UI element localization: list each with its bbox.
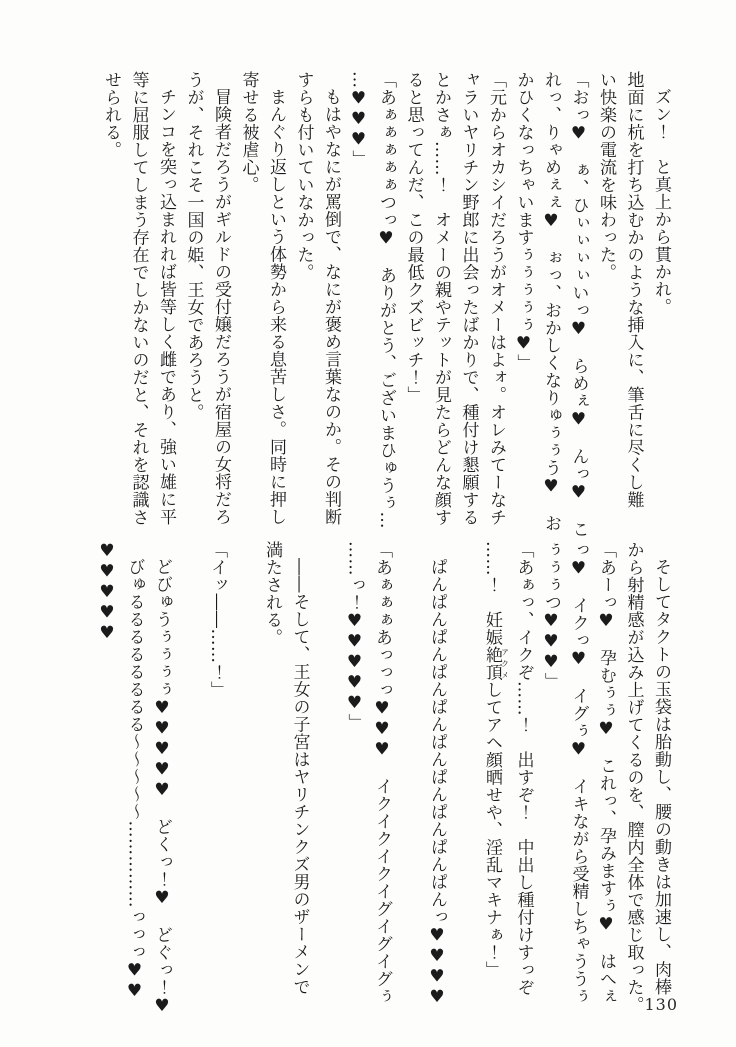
- text-line: ……！ 妊娠絶頂アクメしてアヘ顔晒せや、淫乱マキナぁ！」: [482, 541, 510, 979]
- text-line: 等に屈服してしまう存在でしかないのだと、それを認識さ: [128, 71, 149, 526]
- ruby-annotated-word: 絶頂アクメ: [482, 646, 510, 681]
- text-line: どびゅうぅぅぅぅ♥♥♥♥♥ どくっ！♥ どぐっ！♥: [152, 558, 172, 1017]
- text-line: ……っ！♥♥♥♥♥」: [344, 541, 365, 731]
- text-line: ャラいヤリチン野郎に出会ったばかりで、種付け懇願する: [458, 71, 479, 526]
- text-line: から射精感が込み上げてくるのを、膣内全体で感じ取った。: [623, 541, 644, 1014]
- text-line: すらも付いていなかった。: [293, 71, 314, 281]
- text-line: ♥♥♥♥♥: [97, 541, 117, 644]
- blank-line: [230, 541, 258, 1007]
- page-number: 130: [644, 995, 678, 1014]
- lower-text-block: [93, 541, 675, 1017]
- text-line: 満たされる。: [262, 541, 282, 646]
- text-line: 「イッ――……！」: [207, 541, 227, 699]
- text-line: 冒険者だろうがギルドの受付嬢だろうが宿屋の女将だろ: [211, 88, 231, 526]
- text-line: 地面に杭を打ち込むかのような挿入に、筆舌に尽くし難: [623, 71, 644, 509]
- text-line: まんぐり返しという体勢から来る息苦しさ。同時に押し: [266, 88, 286, 526]
- text-line: せられる。: [101, 71, 121, 159]
- text-line: 「あーっ♥ 孕むぅぅ♥ これっ、孕みますぅ♥ はへぇ: [596, 541, 616, 1005]
- text-line: 「あぁぁぁぁぁつっ♥ ありがとう、ございまひゅうぅ…: [376, 71, 396, 529]
- blank-line: [450, 541, 478, 1007]
- text-line: …♥♥♥」: [348, 71, 369, 168]
- text-line: びゅるるるるるるるる～～～～～……………っっっ♥♥: [124, 558, 145, 1002]
- text-line: れっ、りゃめぇぇ♥ ぉっ、おかしくなりゅぅぅう♥ お: [541, 71, 561, 532]
- blank-line: [175, 541, 203, 1007]
- text-line: ズン！ と真上から貫かれ。: [651, 88, 671, 316]
- text-line: とかさぁ……！ オメーの親やテットが見たらどんな顔す: [431, 71, 451, 526]
- text-line: 「おっ♥ ぁ、ひぃぃぃぃいっ♥ らめぇ♥ んっ♥ こ: [568, 71, 589, 538]
- text-line: い快楽の電流を味わった。: [596, 71, 616, 281]
- blank-line: [313, 541, 341, 1007]
- text-line: チンコを突っ込まれれば皆等しく雌であり、強い雄に平: [156, 88, 176, 526]
- text-line: ると思ってんだ、この最低クズビッチ！」: [403, 71, 424, 404]
- text-line: かひくなっちゃいますぅぅぅぅぅ♥」: [513, 71, 534, 372]
- furigana: アクメ: [500, 646, 510, 681]
- text-line: そしてタクトの玉袋は胎動し、腰の動きは加速し、肉棒: [651, 558, 671, 996]
- text-line: っ♥ イクっ♥ イグぅ♥ イキながら受精しちゃううぅ: [568, 541, 589, 1005]
- text-line: ぱんぱんぱんぱんぱんぱんぱんぱんぱんぱんっ♥♥♥♥: [427, 558, 447, 1008]
- blank-line: [395, 541, 423, 1007]
- text-line: ――そして、王女の子宮はヤリチンクズ男のザーメンで: [289, 558, 310, 996]
- text-line: 「元からオカシイだろうがオメーはよォ。オレみてーなチ: [486, 71, 506, 526]
- text-line: ぅぅぅつ♥♥♥」: [541, 541, 561, 690]
- text-line: 「あぁっ、イクぞ……！ 出すぞ！ 中出し種付けすっぞ: [513, 541, 534, 996]
- text-line: もはやなにが罵倒で、なにが褒め言葉なのか。その判断: [321, 88, 341, 526]
- text-line: うが、それこそ一国の姫、王女であろうと。: [183, 71, 204, 421]
- text-line: 寄せる被虐心。: [238, 71, 259, 194]
- text-line: 「あぁぁぁあっっっ♥♥♥ イクイクイクイグイグイグぅ: [372, 541, 392, 1005]
- upper-text-block: [97, 71, 675, 537]
